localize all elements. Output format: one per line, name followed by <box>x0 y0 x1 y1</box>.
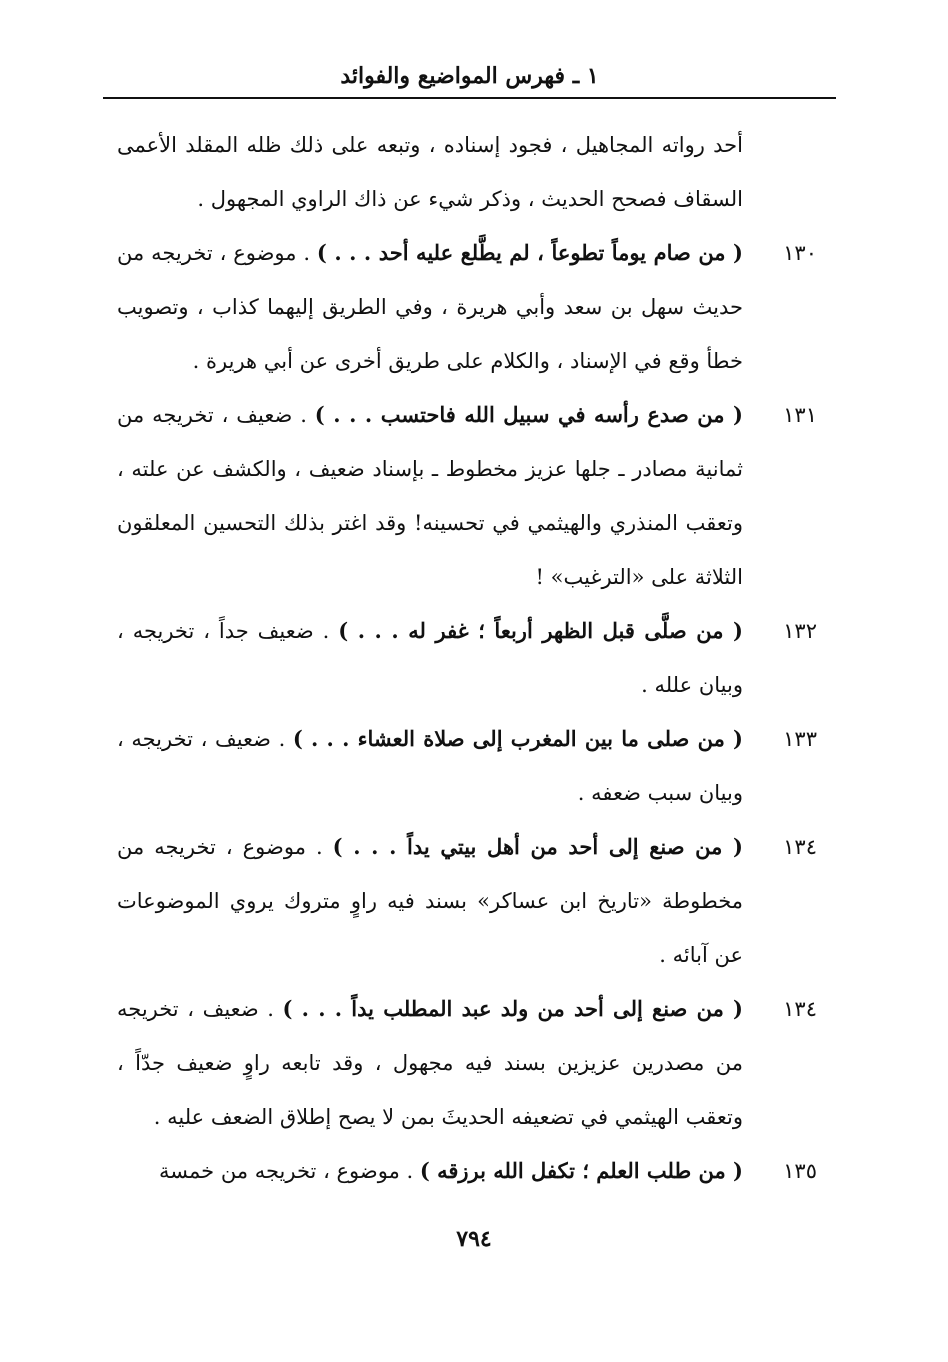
entry-description: . ضعيف ، تخريجه من ثمانية مصادر ـ جلها عزيز مخطوط ـ بإسناد ضعيف ، والكشف عن علته ، وتعقب المنذري والهيثمي في تحسينه! وقد اغتر بذلك التحسين المعلقون الثلاثة على «الترغيب» ! <box>117 403 743 589</box>
entry-body <box>117 1144 743 1198</box>
entry-body <box>117 820 743 982</box>
entry-body <box>117 982 743 1144</box>
page-number: ٧٩٤ <box>456 1226 492 1252</box>
entry-number: ١٣٣ <box>783 727 817 751</box>
index-entry <box>117 388 827 604</box>
entry-number: ١٣٤ <box>783 997 817 1021</box>
entry-hadith-title: ( من صام يوماً تطوعاً ، لم يطَّلع عليه أحد . . . ) <box>316 240 743 265</box>
entry-hadith-title: ( من صنع إلى أحد من أهل بيتي يداً . . . ) <box>332 834 743 859</box>
page-header-title: ١ ـ فهرس المواضيع والفوائد <box>340 63 599 89</box>
entry-body <box>117 388 743 604</box>
index-entry <box>117 604 827 712</box>
entry-description: . ضعيف ، تخريجه ، وبيان سبب ضعفه . <box>117 727 743 805</box>
entry-number: ١٣٤ <box>783 835 817 859</box>
entry-body <box>117 226 743 388</box>
entry-description: . ضعيف ، تخريجه من مصدرين عزيزين بسند فيه مجهول ، وقد تابعه راوٍ ضعيف جدّاً ، وتعقب الهيثمي في تضعيفه الحديثَ بمن لا يصح إطلاق الضعف عليه . <box>117 997 743 1129</box>
entry-body <box>117 604 743 712</box>
entry-description: . موضوع ، تخريجه من مخطوطة «تاريخ ابن عساكر» بسند فيه راوٍ متروك يروي الموضوعات عن آبائه . <box>117 835 743 967</box>
index-entry <box>117 820 827 982</box>
header-rule <box>103 97 836 99</box>
entry-body <box>117 712 743 820</box>
entry-number: ١٣٥ <box>783 1159 817 1183</box>
index-entry <box>117 226 827 388</box>
entry-description: . ضعيف جداً ، تخريجه ، وبيان علله . <box>117 619 743 697</box>
entry-hadith-title: ( من صدع رأسه في سبيل الله فاحتسب . . . ) <box>314 402 743 427</box>
index-entry <box>117 712 827 820</box>
entry-number: ١٣٢ <box>783 619 817 643</box>
entry-hadith-title: ( من صنع إلى أحد من ولد عبد المطلب يداً . . . ) <box>282 996 743 1021</box>
index-entry <box>117 1144 827 1198</box>
index-entry <box>117 982 827 1144</box>
entry-number: ١٣١ <box>783 403 817 427</box>
index-content <box>117 118 827 1198</box>
entry-number: ١٣٠ <box>783 241 817 265</box>
entry-description: . موضوع ، تخريجه من حديث سهل بن سعد وأبي هريرة ، وفي الطريق إليهما كذاب ، وتصويب خطأ وقع في الإسناد ، والكلام على طريق أخرى عن أبي هريرة . <box>117 241 743 373</box>
continuation-paragraph: أحد رواته المجاهيل ، فجود إسناده ، وتبعه على ذلك ظله المقلد الأعمى السقاف فصحح الحديث ، وذكر شيء عن ذاك الراوي المجهول . <box>117 133 743 211</box>
entry-hadith-title: ( من صلى ما بين المغرب إلى صلاة العشاء . . . ) <box>292 726 743 751</box>
entry-hadith-title: ( من طلب العلم ؛ تكفل الله برزقه ) <box>419 1158 743 1183</box>
entry-description: . موضوع ، تخريجه من خمسة <box>159 1159 420 1183</box>
entry-hadith-title: ( من صلَّى قبل الظهر أربعاً ؛ غفر له . . . ) <box>338 618 743 643</box>
